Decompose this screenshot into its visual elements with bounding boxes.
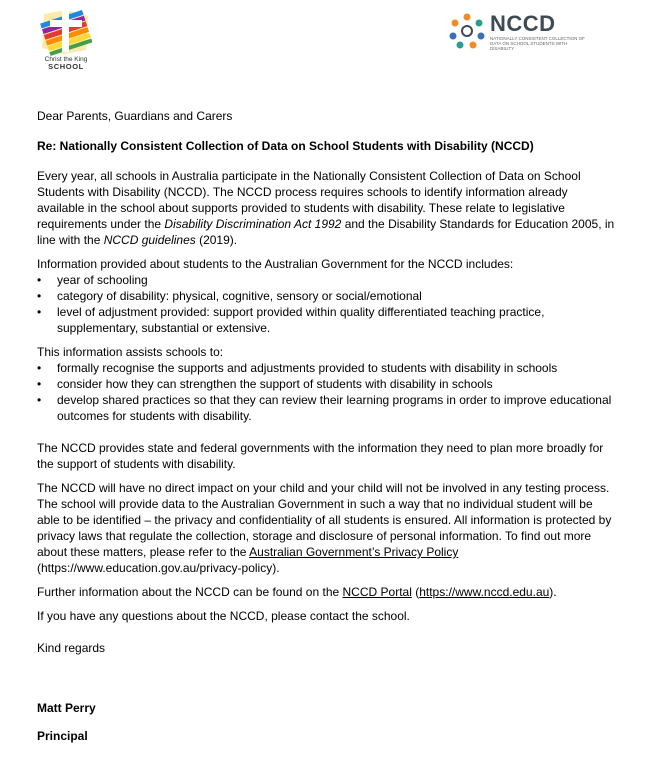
paragraph-intro-text-c: and the Disability Standards for Education 2005, in line with the	[37, 217, 615, 247]
signatory-name: Matt Perry	[37, 701, 96, 715]
act-title: Disability Discrimination Act 1992	[164, 217, 342, 231]
nccd-logo	[448, 12, 588, 56]
list-item: • level of adjustment provided: support provided within quality differentiated teaching practice, supplementary, substantial or extensive.	[37, 304, 617, 336]
data-provided-list	[37, 272, 617, 336]
list-item: • category of disability: physical, cognitive, sensory or social/emotional	[37, 288, 617, 304]
subject-line: Re: Nationally Consistent Collection of Data on School Students with Disability (NCCD)	[37, 139, 534, 153]
list-item: • consider how they can strengthen the support of students with disability in schools	[37, 376, 617, 392]
nccd-portal-link[interactable]: NCCD Portal	[342, 585, 412, 599]
nccd-people-circle-icon	[448, 12, 486, 50]
paragraph-privacy-text: The NCCD will have no direct impact on your child and your child will not be involved in any testing process. The school will provide data to the Australian Government in such a way that no individual student will be able to be identified – the privacy and confidentiality of all students is ensured. All information is protected by privacy laws that regulate the collection, storage and disclosure of personal information. To find out more about these matters, please refer to the	[37, 481, 612, 559]
paragraph-questions: If you have any questions about the NCCD, please contact the school.	[37, 609, 410, 623]
nccd-logo-title: NCCD	[490, 11, 556, 36]
school-name-line2: SCHOOL	[48, 62, 84, 71]
further-info-paren-close: ).	[549, 585, 557, 599]
further-info-paren-open: (	[411, 585, 420, 599]
assists-schools-intro: This information assists schools to:	[37, 345, 224, 359]
privacy-policy-link[interactable]: Australian Government’s Privacy Policy	[249, 545, 459, 559]
paragraph-governments: The NCCD provides state and federal governments with the information they need to plan more broadly for the support of students with disability.	[37, 441, 604, 471]
letter-body	[37, 108, 617, 744]
paragraph-intro	[37, 168, 617, 248]
data-provided-intro: Information provided about students to the Australian Government for the NCCD includes:	[37, 257, 514, 271]
school-logo	[36, 6, 96, 78]
nccd-portal-url-link[interactable]: https://www.nccd.edu.au	[419, 585, 550, 599]
nccd-logo-subtitle: NATIONALLY CONSISTENT COLLECTION OF DATA ON SCHOOL STUDENTS WITH DISABILITY	[490, 36, 585, 51]
privacy-policy-url: (https://www.education.gov.au/privacy-policy).	[37, 561, 280, 575]
rainbow-cross-icon	[40, 6, 92, 56]
signatory-title: Principal	[37, 729, 88, 743]
list-item: • year of schooling	[37, 272, 617, 288]
assists-schools-list	[37, 360, 617, 424]
paragraph-intro-text-a: Every year, all schools in Australia participate in the Nationally Consistent Collection of Data on School Students with Disability (NCCD). The NCCD process requires schools to identify information already available in the school about supports provided to students with disability. These relate to legislative requirements under the	[37, 169, 581, 231]
paragraph-intro-text-e: (2019).	[195, 233, 238, 247]
list-item: • formally recognise the supports and adjustments provided to students with disability in schools	[37, 360, 617, 376]
closing: Kind regards	[37, 641, 106, 655]
salutation: Dear Parents, Guardians and Carers	[37, 109, 233, 123]
paragraph-further-info	[37, 584, 617, 600]
list-item: • develop shared practices so that they can review their learning programs in order to improve educational outcomes for students with disability.	[37, 392, 617, 424]
guidelines-title: NCCD guidelines	[103, 233, 196, 247]
further-info-text: Further information about the NCCD can be found on the	[37, 585, 343, 599]
paragraph-privacy	[37, 480, 617, 576]
school-name-line1: Christ the King	[44, 56, 88, 63]
